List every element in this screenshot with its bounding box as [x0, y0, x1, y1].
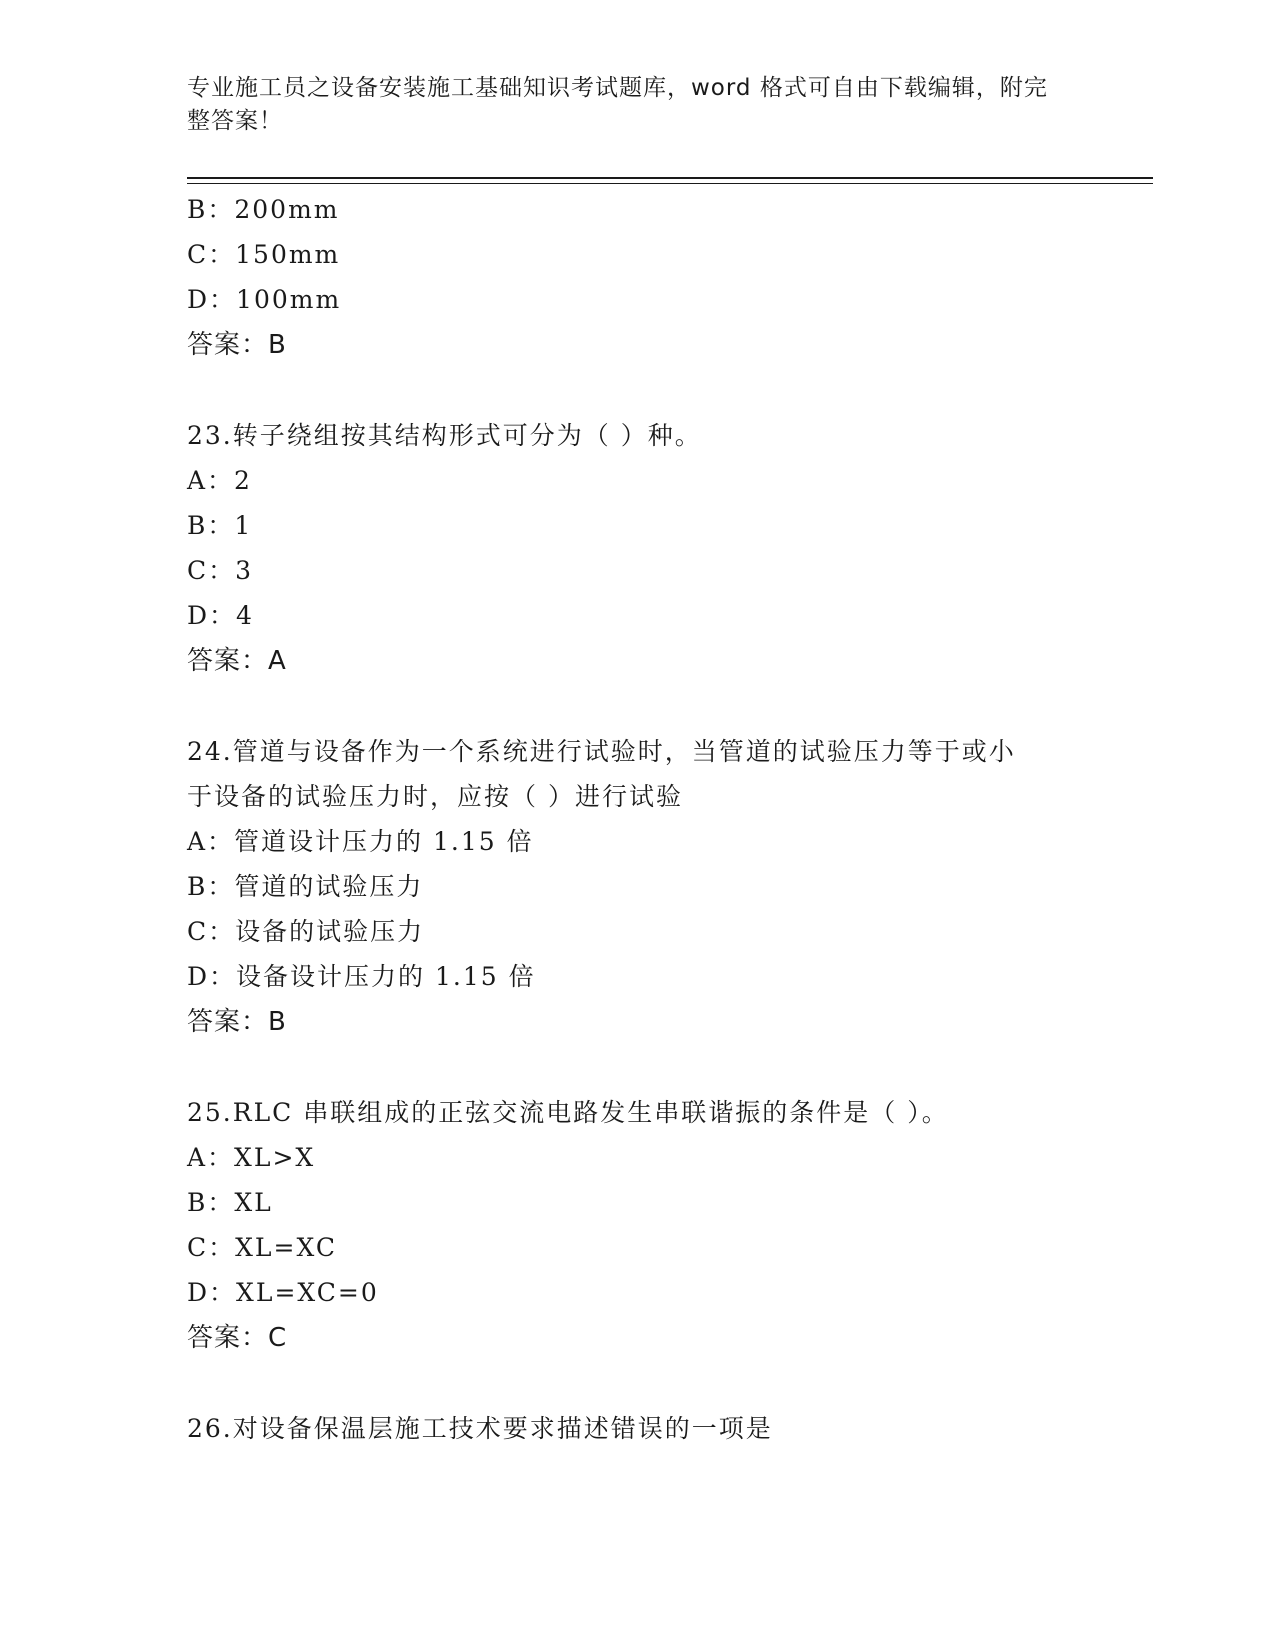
q25-option-d: D：XL=XC=0: [187, 1278, 379, 1307]
q23-answer: 答案：A: [187, 646, 287, 676]
q22-answer: 答案：B: [187, 330, 287, 360]
q24-stem-line-1: 24.管道与设备作为一个系统进行试验时，当管道的试验压力等于或小: [187, 737, 1016, 766]
q25-stem: 25.RLC 串联组成的正弦交流电路发生串联谐振的条件是（ ）。: [187, 1098, 949, 1127]
q24-stem-line-2: 于设备的试验压力时，应按（ ）进行试验: [187, 782, 683, 811]
q25-option-c: C：XL=XC: [187, 1233, 337, 1262]
header-rule-thin: [187, 183, 1153, 184]
q22-option-c: C：150mm: [187, 240, 341, 269]
q25-answer: 答案：C: [187, 1323, 288, 1353]
q23-option-c: C：3: [187, 556, 254, 585]
q25-option-a: A：XL>X: [187, 1143, 316, 1172]
q23-option-a: A：2: [187, 466, 252, 495]
q26-stem: 26.对设备保温层施工技术要求描述错误的一项是: [187, 1414, 773, 1443]
header-line-2: 整答案！: [187, 108, 283, 134]
q23-option-b: B：1: [187, 511, 253, 540]
q24-option-b: B：管道的试验压力: [187, 872, 424, 901]
header-line-1: 专业施工员之设备安装施工基础知识考试题库，word 格式可自由下载编辑，附完: [187, 75, 1048, 101]
q24-option-c: C：设备的试验压力: [187, 917, 425, 946]
q24-option-d: D：设备设计压力的 1.15 倍: [187, 962, 536, 991]
q22-option-d: D：100mm: [187, 285, 342, 314]
q23-stem: 23.转子绕组按其结构形式可分为（ ）种。: [187, 421, 702, 450]
q25-option-b: B：XL: [187, 1188, 273, 1217]
header-rule-thick: [187, 177, 1153, 179]
q22-option-b: B：200mm: [187, 195, 340, 224]
document-header: [187, 72, 1067, 138]
q24-option-a: A：管道设计压力的 1.15 倍: [187, 827, 534, 856]
q24-answer: 答案：B: [187, 1007, 287, 1037]
q23-option-d: D：4: [187, 601, 254, 630]
